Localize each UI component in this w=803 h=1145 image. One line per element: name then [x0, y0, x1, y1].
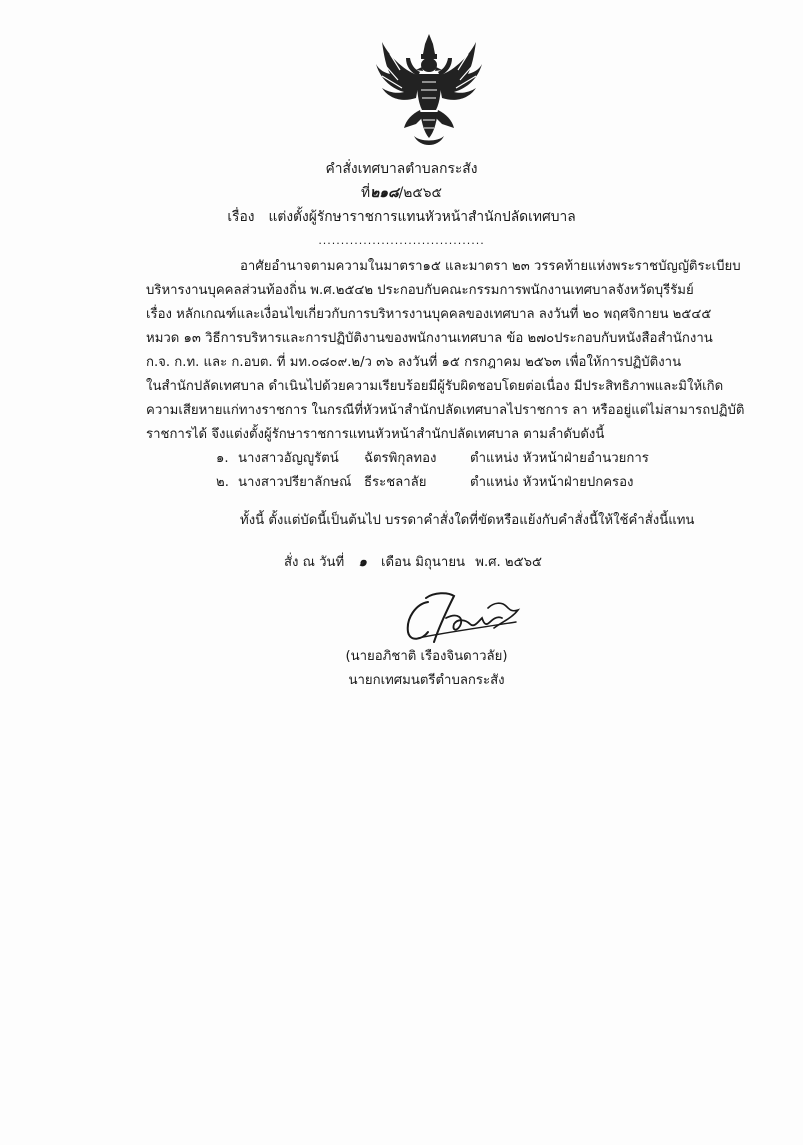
appointee-surname: ธีระชลาลัย: [364, 475, 427, 490]
appointee-number: ๒.: [216, 475, 229, 490]
body-line: ในสำนักปลัดเทศบาล ดำเนินไปด้วยความเรียบร้อยมีผู้รับผิดชอบโดยต่อเนื่อง มีประสิทธิภาพและมิให้เกิด: [146, 379, 724, 394]
appointee-position: ตำแหน่ง หัวหน้าฝ่ายอำนวยการ: [470, 451, 649, 466]
date-month: มิถุนายน: [415, 555, 466, 570]
appointee-item: [216, 450, 649, 468]
body-line: หมวด ๑๓ วิธีการบริหารและการปฏิบัติงานของพนักงานเทศบาล ข้อ ๒๗๐ประกอบกับหนังสือสำนักงาน: [146, 331, 713, 346]
body-line: ก.จ. ก.ท. และ ก.อบต. ที่ มท.๐๘๐๙.๒/ว ๓๖ ลงวันที่ ๑๕ กรกฎาคม ๒๕๖๓ เพื่อให้การปฏิบัติงาน: [146, 355, 682, 370]
subject-text: แต่งตั้งผู้รักษาราชการแทนหัวหน้าสำนักปลัดเทศบาล: [268, 209, 576, 225]
order-number-prefix: ที่: [361, 185, 371, 201]
order-date: [284, 554, 542, 572]
body-line: ความเสียหายแก่ทางราชการ ในกรณีที่หัวหน้าสำนักปลัดเทศบาลไปราชการ ลา หรืออยู่แต่ไม่สามารถปฏิบัติ: [146, 403, 745, 418]
order-number-handwritten: ๒๑๘: [370, 185, 399, 201]
signatory-position: นายกเทศมนตรีตำบลกระสัง: [348, 673, 505, 688]
subject-line: [0, 208, 803, 226]
header-divider: .....................................: [318, 234, 485, 247]
appointee-item: [216, 474, 634, 492]
effective-clause: ทั้งนี้ ตั้งแต่บัดนี้เป็นต้นไป บรรดาคำสั่งใดที่ขัดหรือแย้งกับคำสั่งนี้ให้ใช้คำสั่งนี้แทน: [240, 513, 695, 528]
document-title: คำสั่งเทศบาลตำบลกระสัง: [325, 161, 478, 177]
appointee-name: นางสาวอัญญูรัตน์: [238, 451, 339, 466]
subject-label: เรื่อง: [227, 209, 255, 225]
order-number-year: /๒๕๖๕: [398, 185, 442, 201]
body-line: ราชการได้ จึงแต่งตั้งผู้รักษาราชการแทนหัวหน้าสำนักปลัดเทศบาล ตามลำดับดังนี้: [146, 427, 605, 442]
signatory-name: (นายอภิชาติ เรืองจินดาวลัย): [345, 649, 508, 664]
body-line: อาศัยอำนาจตามความในมาตรา๑๕ และมาตรา ๒๓ วรรคท้ายแห่งพระราชบัญญัติระเบียบ: [240, 259, 741, 274]
appointee-position: ตำแหน่ง หัวหน้าฝ่ายปกครอง: [470, 475, 634, 490]
date-year: พ.ศ. ๒๕๖๕: [475, 555, 542, 570]
handwritten-signature: [398, 588, 526, 652]
order-number: [0, 184, 803, 202]
appointee-name: นางสาวปรียาลักษณ์: [238, 475, 352, 490]
date-day-handwritten: ๑: [358, 555, 367, 570]
date-prefix: สั่ง ณ วันที่: [284, 555, 345, 570]
body-line: บริหารงานบุคคลส่วนท้องถิ่น พ.ศ.๒๕๔๒ ประกอบกับคณะกรรมการพนักงานเทศบาลจังหวัดบุรีรัมย์: [146, 283, 694, 298]
garuda-emblem-icon: [376, 32, 482, 148]
date-month-label: เดือน: [381, 555, 412, 570]
body-line: เรื่อง หลักเกณฑ์และเงื่อนไขเกี่ยวกับการบริหารงานบุคคลของเทศบาล ลงวันที่ ๒๐ พฤศจิกายน ๒๕๔๕: [146, 307, 712, 322]
appointee-surname: ฉัตรพิกุลทอง: [364, 451, 437, 466]
appointee-number: ๑.: [216, 451, 229, 466]
